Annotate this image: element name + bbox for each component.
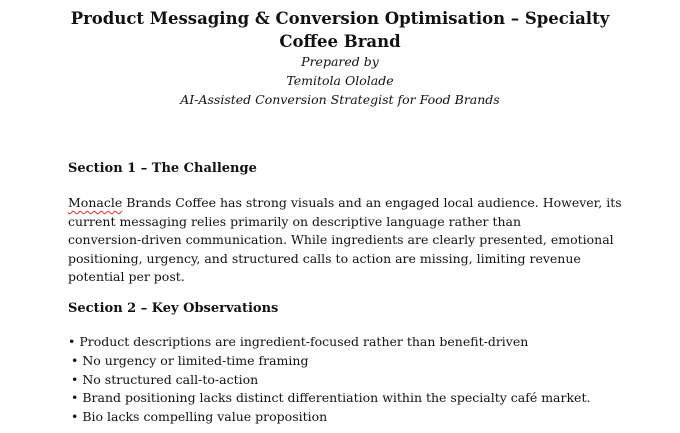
list-item: • No structured call-to-action <box>71 371 259 387</box>
document-title-line-2: Coffee Brand <box>279 32 401 51</box>
paragraph-line-5: potential per post. <box>68 269 185 284</box>
document-title-line-1: Product Messaging & Conversion Optimisation – Specialty <box>70 9 610 28</box>
list-item: • Product descriptions are ingredient-focused rather than benefit-driven <box>68 334 529 349</box>
author-name: Temitola Ololade <box>286 73 394 88</box>
author-role: AI-Assisted Conversion Strategist for Food Brands <box>180 92 500 107</box>
list-item: • Brand positioning lacks distinct differentiation within the specialty café market. <box>71 390 591 406</box>
key-observations-list <box>68 333 590 427</box>
paragraph-line-1-rest: Brands Coffee has strong visuals and an engaged local audience. However, its <box>122 195 622 210</box>
paragraph-line-3: conversion-driven communication. While ingredients are clearly presented, emotional <box>68 232 614 247</box>
list-item: • No urgency or limited-time framing <box>71 352 309 368</box>
paragraph-line-2: current messaging relies primarily on descriptive language rather than <box>68 213 522 229</box>
list-item: • Bio lacks compelling value proposition <box>71 409 328 425</box>
prepared-by-label: Prepared by <box>301 54 379 69</box>
misspelled-brand-word[interactable]: Monacle <box>68 195 123 210</box>
paragraph-line-4: positioning, urgency, and structured calls to action are missing, limiting revenue <box>68 250 581 266</box>
section-1-heading: Section 1 – The Challenge <box>68 161 257 176</box>
section-2-heading: Section 2 – Key Observations <box>68 301 279 316</box>
section-1-paragraph <box>68 194 628 287</box>
paragraph-line-1 <box>68 194 628 213</box>
